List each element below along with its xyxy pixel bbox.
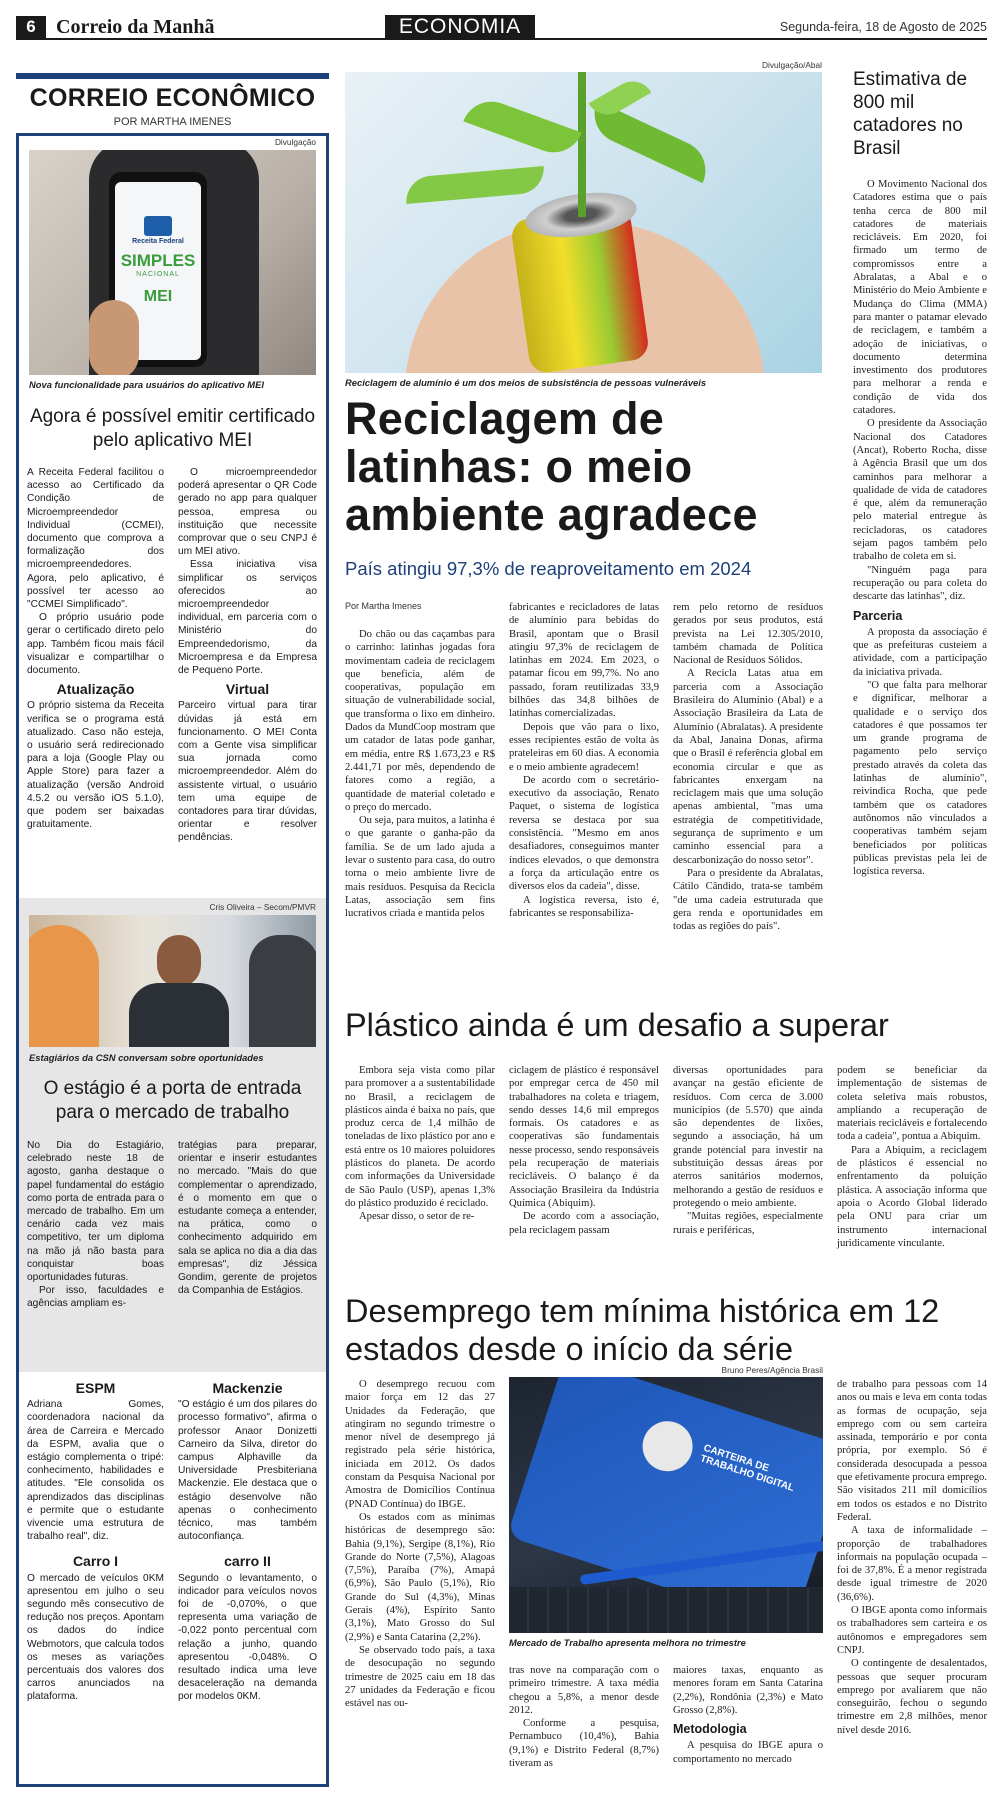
paragraph: diversas oportunidades para avançar na gestão eficiente de resíduos. Com cerca de 3.000 municípios (de 5.570) que ainda são dependentes de lixões, segundo a associação, há um grande potencial para investir na substituição dessas áreas por aterros sanitários modernos, melhorando a gestão de resíduos e protegendo o meio ambiente. xyxy=(673,1065,823,1209)
subhead-carro1: Carro I xyxy=(72,1553,119,1570)
phone-brand: Receita Federal xyxy=(132,238,184,245)
paragraph: A Recicla Latas atua em parceria com a Associação Brasileira do Alumínio (Abal) e a Associação Brasileira da Lata de Alumínio (Abralatas). A presidente da Abal, Janaina Donas, afirma que o Brasil é referência global em economia circular e que as fabricantes enxergam na reciclagem mais que uma solução apenas ambiental, "mas uma estratégia de competitividade, segurança de suprimento e um caminho essencial para a descarbonização do nosso setor". xyxy=(673,668,823,866)
paragraph: Por isso, faculdades e agências ampliam es- xyxy=(27,1285,164,1310)
photo-credit: Divulgação xyxy=(274,137,316,147)
paragraph: A logística reversa, isto é, fabricantes se responsabiliza- xyxy=(509,894,659,919)
paragraph: Para a Abiquim, a reciclagem de plásticos é essencial no enfrentamento da poluição plástica. A associação informa que apoia o Acordo Global liderado pela ONU para criar um instrumento internacional juridicamente vinculante. xyxy=(837,1144,987,1249)
photo-credit: Divulgação/Abal xyxy=(762,60,822,70)
paragraph: maiores taxas, enquanto as menores foram em Santa Catarina (2,2%), Rondônia (2,3%) e Mato Grosso (2,8%). xyxy=(673,1665,823,1716)
paragraph: tras nove na comparação com o primeiro trimestre. A taxa média chegou a 5,8%, a menor desde 2012. xyxy=(509,1665,659,1716)
recycling-photo xyxy=(345,72,822,373)
paragraph: Do chão ou das caçambas para o carrinho: latinhas jogadas fora movimentam cadeia de reciclagem que beneficia, além de cooperativas, população em situação de vulnerabilidade social, que transforma o lixo em dinheiro. Dados da MundCoop mostram que um catador de latas pode ganhar, em média, entre R$ 1.673,23 e R$ 2.441,71 por mês, dependendo de fatores como a região, a quantidade de material coletado e o preço do mercado. xyxy=(345,629,495,813)
subhead-metodologia: Metodologia xyxy=(673,1722,747,1737)
desemprego-headline: Desemprego tem mínima histórica em 12 estados desde o início da série xyxy=(345,1293,940,1367)
paragraph: rem pelo retorno de resíduos gerados por seus produtos, está prevista na Lei 12.305/2010, também chamada de Política Nacional de Resíduos Sólidos. xyxy=(673,602,823,667)
photo-caption: Nova funcionalidade para usuários do aplicativo MEI xyxy=(29,379,264,390)
header-rule xyxy=(16,38,987,40)
paragraph: "O estágio é um dos pilares do processo formativo", afirma o professor Anaor Donizetti Carneiro da Silva, diretor do campus Alphaville da Universidade Presbiteriana Mackenzie. Ele destaca que o estágio desenvolve não apenas o conhecimento técnico, mas também autoconfiança. xyxy=(178,1399,317,1543)
keyboard xyxy=(509,1587,823,1633)
paragraph: podem se beneficiar da implementação de sistemas de coleta seletiva mais robustos, ampliando a recuperação de materiais recicláveis e fortalecendo toda a cadeia", pontua a Abiquim. xyxy=(837,1065,987,1143)
phone-logo: SIMPLES xyxy=(120,251,196,270)
paragraph: O mercado de veículos 0KM apresentou em julho o seu segundo mês consecutivo de redução nos preços. Apontam os dados do índice Webmotors, que calcula todos os meses as variações percentuais dos valores dos carros anunciados na plataforma. xyxy=(27,1572,164,1703)
person-right xyxy=(249,935,316,1047)
paragraph: A Receita Federal facilitou o acesso ao Certificado da Condição de Microempreendedor Individual (CCMEI), documento que comprova a formalização dos microempreendedores. Agora, pelo aplicativo, é possível ter acesso ao "CCMEI Simplificado". xyxy=(27,467,164,611)
mei-app-photo xyxy=(29,150,316,375)
column-byline: POR MARTHA IMENES xyxy=(113,116,232,128)
plastico-col-1 xyxy=(345,1064,495,1224)
hand-shape xyxy=(89,300,139,375)
paragraph: O presidente da Associação Nacional dos Catadores (Ancat), Roberto Rocha, disse à Agência Brasil que um dos caminhos para melhorar a qualidade de vida de catadores é que, além da remuneração pelo material entregue às recicladoras, os catadores sejam pagos também pelo trabalho de coleta em si. xyxy=(853,418,987,563)
paragraph: Embora seja vista como pilar para promover a a sustentabilidade no Brasil, a reciclagem de plásticos ainda é baixa no país, que produz cerca de 1,4 milhão de toneladas de lixo plástico por ano e está entre os 10 maiores poluidores plásticos do planeta. De acordo com informações da Universidade de São Paulo (USP), apenas 1,3% do plástico produzido é reciclado. xyxy=(345,1065,495,1209)
plastico-col-3 xyxy=(673,1064,823,1237)
story-col-right xyxy=(178,466,317,845)
paragraph: Essa iniciativa visa simplificar os serviços oferecidos ao microempreendedor individual, em parceria com o Ministério do Empreendedorismo, da Microempresa e da Empresa de Pequeno Porte. xyxy=(178,559,317,677)
sidebar-headline: Estimativa de 800 mil catadores no Brasil xyxy=(853,69,968,159)
paragraph: Parceiro virtual para tirar dúvidas já está em funcionamento. O MEI Conta com a Gente visa simplificar sua jornada como microempreendedor. Além do assistente virtual, o usuário tem uma equipe de contadores para tirar dúvidas, orientar e resolver pendências. xyxy=(178,700,317,844)
paragraph: O desemprego recuou com maior força em 12 das 27 Unidades da Federação, que atingiram no segundo trimestre o menor nível de desemprego já registrado pela série histórica, iniciada em 2012. Os dados constam da Pesquisa Nacional por Amostra de Domicílios Contínua (PNAD Contínua) do IBGE. xyxy=(345,1379,495,1510)
photo-credit: Bruno Peres/Agência Brasil xyxy=(721,1365,823,1375)
paragraph: De acordo com a associação, pela reciclagem passam xyxy=(509,1211,659,1236)
plant-stem xyxy=(578,72,586,217)
lead-byline: Por Martha Imenes xyxy=(345,601,422,611)
lead-col-3 xyxy=(673,601,823,933)
interns-photo xyxy=(29,915,316,1047)
paragraph: fabricantes e recicladores de latas de alumínio para bebidas do Brasil, apontam que o Brasil atingiu 97,3% de reciclagem de latinhas em 2024. Em 2023, o patamar ficou em 99,7%. No ano passado, foram reutilizadas 33,9 bilhões das 34,8 bilhões de latinhas comercializadas. xyxy=(509,602,659,720)
story-headline: O estágio é a porta de entrada para o mercado de trabalho xyxy=(43,1078,302,1123)
person-center-head xyxy=(157,935,201,987)
story-headline: Agora é possível emitir certificado pelo aplicativo MEI xyxy=(29,406,316,451)
desemprego-col-1 xyxy=(345,1378,495,1710)
paragraph: De acordo com o secretário-executivo da associação, Renato Paquet, o sistema de logística reversa se destaca por sua consistência. "Mesmo em anos desafiadores, conseguimos manter índices elevados, o que demonstra a força da articulação entre os diversos elos da cadeia", disse. xyxy=(509,774,659,893)
lead-col-1 xyxy=(345,628,495,921)
desemprego-col-2 xyxy=(509,1664,659,1770)
column-box xyxy=(16,133,329,1787)
lead-deck: País atingiu 97,3% de reaproveitamento em 2024 xyxy=(345,558,752,579)
paragraph: O próprio usuário pode gerar o certificado direto pelo app. Também ficou mais fácil visualizar e compartilhar o documento. xyxy=(27,612,164,677)
photo-caption: Reciclagem de alumínio é um dos meios de subsistência de pessoas vulneráveis xyxy=(345,377,707,388)
story-col-left xyxy=(27,466,164,831)
paragraph: Conforme a pesquisa, Pernambuco (10,4%), Bahia (9,1%) e Distrito Federal (8,7%) tiveram as xyxy=(509,1718,659,1770)
subhead-carro2: carro II xyxy=(224,1553,271,1570)
subhead-virtual: Virtual xyxy=(225,681,270,698)
paragraph: No Dia do Estagiário, celebrado neste 18 de agosto, ganha destaque o papel fundamental do estágio como porta de entrada para o mercado de trabalho. Em um cenário cada vez mais competitivo, ter um diploma na mão já não basta para conquistar boas oportunidades futuras. xyxy=(27,1140,164,1284)
story-col-right xyxy=(178,1139,317,1297)
lead-col-2 xyxy=(509,601,659,920)
column-title: CORREIO ECONÔMICO xyxy=(29,84,316,112)
paragraph: Depois que vão para o lixo, esses recipientes estão de volta às prateleiras em 60 dias. A economia e o meio ambiente agradecem! xyxy=(509,721,659,773)
paragraph: de trabalho para pessoas com 14 anos ou mais e leva em conta todas as formas de ocupação, seja emprego com ou sem carteira assinada, temporário e por conta própria, por exemplo. Só é considerada desocupada a pessoa que efetivamente procura emprego. São visitados 211 mil domicílios em todos os estados e no Distrito Federal. xyxy=(837,1379,988,1523)
receita-logo-icon xyxy=(144,216,172,236)
paragraph: Adriana Gomes, coordenadora nacional da área de Carreira e Mercado da ESPM, avalia que o estágio complementa o tripé: conhecimento, habilidades e atitudes. "Ele consolida os aprendizados das disciplinas e permite que o estudante vivencie uma estrutura de trabalho real", diz. xyxy=(27,1399,164,1543)
paragraph: A pesquisa do IBGE apura o comportamento no mercado xyxy=(673,1740,823,1765)
paragraph: O contingente de desalentados, pessoas que sequer procuram emprego por avaliarem que não conseguirão, fechou o segundo trimestre em 2,8 milhões, menor nível desde 2016. xyxy=(837,1658,987,1736)
coat-of-arms-icon xyxy=(636,1415,699,1478)
story-col-left xyxy=(27,1139,164,1311)
desemprego-col-4 xyxy=(837,1378,987,1737)
leaf xyxy=(404,166,546,204)
plastico-col-2 xyxy=(509,1064,659,1237)
card-text: CARTEIRA DE TRABALHO DIGITAL xyxy=(698,1442,796,1495)
mackenzie-block xyxy=(178,1376,317,1704)
paragraph: "Ninguém paga para recuperação ou para coleta do descarte das latinhas", diz. xyxy=(853,564,987,603)
plastico-headline: Plástico ainda é um desafio a superar xyxy=(345,1007,889,1043)
page-number: 6 xyxy=(16,16,46,38)
paragraph: "Muitas regiões, especialmente rurais e periféricas, xyxy=(673,1211,823,1236)
paragraph: Para o presidente da Abralatas, Cátilo Cândido, trata-se também "de uma cadeia estruturada que gera renda e oportunidades em todas as regiões do país". xyxy=(673,867,823,933)
phone-mei: MEI xyxy=(143,288,173,305)
lead-headline: Reciclagem de latinhas: o meio ambiente agradece xyxy=(345,393,758,540)
column-top-bar xyxy=(16,73,329,79)
paragraph: Apesar disso, o setor de re- xyxy=(359,1211,475,1223)
paragraph: ciclagem de plástico é responsável por empregar cerca de 450 mil trabalhadores na coleta e triagem, sendo desses 14,6 mil empregos formais. Os catadores e as cooperativas são fundamentais nesse processo, sendo responsáveis pela recuperação de materiais recicláveis. O balanço é da Associação Brasileira da Indústria Química (Abiquim). xyxy=(509,1065,659,1209)
paragraph: Segundo o levantamento, o indicador para veículos novos foi de -0,070%, o que representa uma variação de -0,022 ponto percentual com relação a junho, quando apresentou -0,048%. O resultado indica uma leve desaceleração na demanda por modelos 0KM. xyxy=(178,1572,317,1703)
paragraph: tratégias para preparar, orientar e inserir estudantes no mercado. "Mais do que complementar o aprendizado, é o momento em que o estudante começa a entender, na prática, como o conhecimento adquirido em sala se aplica no dia a dia das empresas", diz Jéssica Gondim, gerente de projetos da Companhia de Estágios. xyxy=(178,1140,317,1297)
paragraph: A proposta da associação é que as prefeituras custeiem a atividade, com a participação da iniciativa privada. xyxy=(853,626,987,678)
paragraph: O IBGE aponta como informais os trabalhadores sem carteira e os autônomos e empregadores sem CNPJ. xyxy=(837,1605,987,1656)
subhead-espm: ESPM xyxy=(75,1380,116,1396)
paragraph: A taxa de informalidade – proporção de trabalhadores informais na população ocupada – foi de 37,8%. É a menor registrada desde igual trimestre de 2020 (36,6%). xyxy=(837,1525,987,1603)
paragraph: O Movimento Nacional dos Catadores estima que o país tenha cerca de 800 mil catadores de materiais recicláveis. Em 2020, foi firmado um termo de compromissos entre a Abralatas, a Abal e o Ministério do Meio Ambiente e Mudança do Clima (MMA) para manter o patamar elevado de reciclagem, e também a adoção de iniciativas, o documento determina investimento dos produtores para melhorar a renda e condição de vida dos catadores. xyxy=(853,179,987,417)
paragraph: O próprio sistema da Receita verifica se o programa está atualizado. Caso não esteja, o usuário será redirecionado para a loja (Google Play ou Apple Store) para fazer a atualização (versão Android 4.5.2 ou versão iOS 5.1.0), que podem ser baixadas gratuitamente. xyxy=(27,700,164,831)
photo-credit: Cris Oliveira – Secom/PMVR xyxy=(209,902,316,912)
section-label: ECONOMIA xyxy=(385,15,535,39)
espm-block xyxy=(27,1376,164,1704)
paragraph: Ou seja, para muitos, a latinha é o que garante o ganha-pão da família. Se de um lado ajuda a levar o sustento para casa, do outro torna o meio ambiente livre de mais resíduos. Pesquisa da Recicla Latas, associação sem fins lucrativos criada e mantida pelos xyxy=(345,815,495,920)
person-left xyxy=(29,925,99,1047)
issue-date: Segunda-feira, 18 de Agosto de 2025 xyxy=(779,20,987,34)
subhead-parceria: Parceria xyxy=(853,608,903,623)
subhead-mackenzie: Mackenzie xyxy=(212,1380,283,1396)
work-card-photo xyxy=(509,1377,823,1633)
paragraph: Os estados com as mínimas históricas de desemprego são: Bahia (9,1%), Sergipe (8,1%), Rio Grande do Norte (7,5%), Alagoas (7,5%), Paraíba (7%), Amapá (6,9%), São Paulo (5,1%), Rio Grande do Sul (4,3%), Minas Gerais (4%), Espírito Santo (3,1%), Mato Grosso do Sul (2,9%) e Santa Catarina (2,2%). xyxy=(345,1511,495,1643)
phone-logo-sub: NACIONAL xyxy=(136,271,180,278)
paragraph: O microempreendedor poderá apresentar o QR Code gerado no app para qualquer pessoa, empresa ou instituição que necessite comprovar que o seu CNPJ é um MEI ativo. xyxy=(178,467,317,558)
photo-caption: Estagiários da CSN conversam sobre oportunidades xyxy=(29,1052,264,1063)
paragraph: Se observado todo país, a taxa de desocupação no segundo trimestre de 2025 caiu em 18 das 27 unidades da Federação e ficou estável nas ou- xyxy=(345,1644,495,1710)
subhead-atualizacao: Atualização xyxy=(56,681,135,698)
plastico-col-4 xyxy=(837,1064,987,1250)
leaf xyxy=(463,93,581,161)
paragraph: "O que falta para melhorar e dignificar, melhorar a qualidade e o serviço dos catadores é que possamos ter um grande programa de pagamento pelo serviço prestado através da coleta das latinhas de alumínio", reivindica Rocha, que pede também que os catadores autônomos não vinculados a cooperativas também sejam beneficiados por políticas públicas previstas pela lei de logística reversa. xyxy=(853,679,987,878)
person-center-body xyxy=(129,983,229,1047)
photo-caption: Mercado de Trabalho apresenta melhora no trimestre xyxy=(509,1637,746,1648)
desemprego-col-3 xyxy=(673,1664,823,1766)
masthead: Correio da Manhã xyxy=(56,16,215,38)
sidebar-body xyxy=(853,178,987,878)
